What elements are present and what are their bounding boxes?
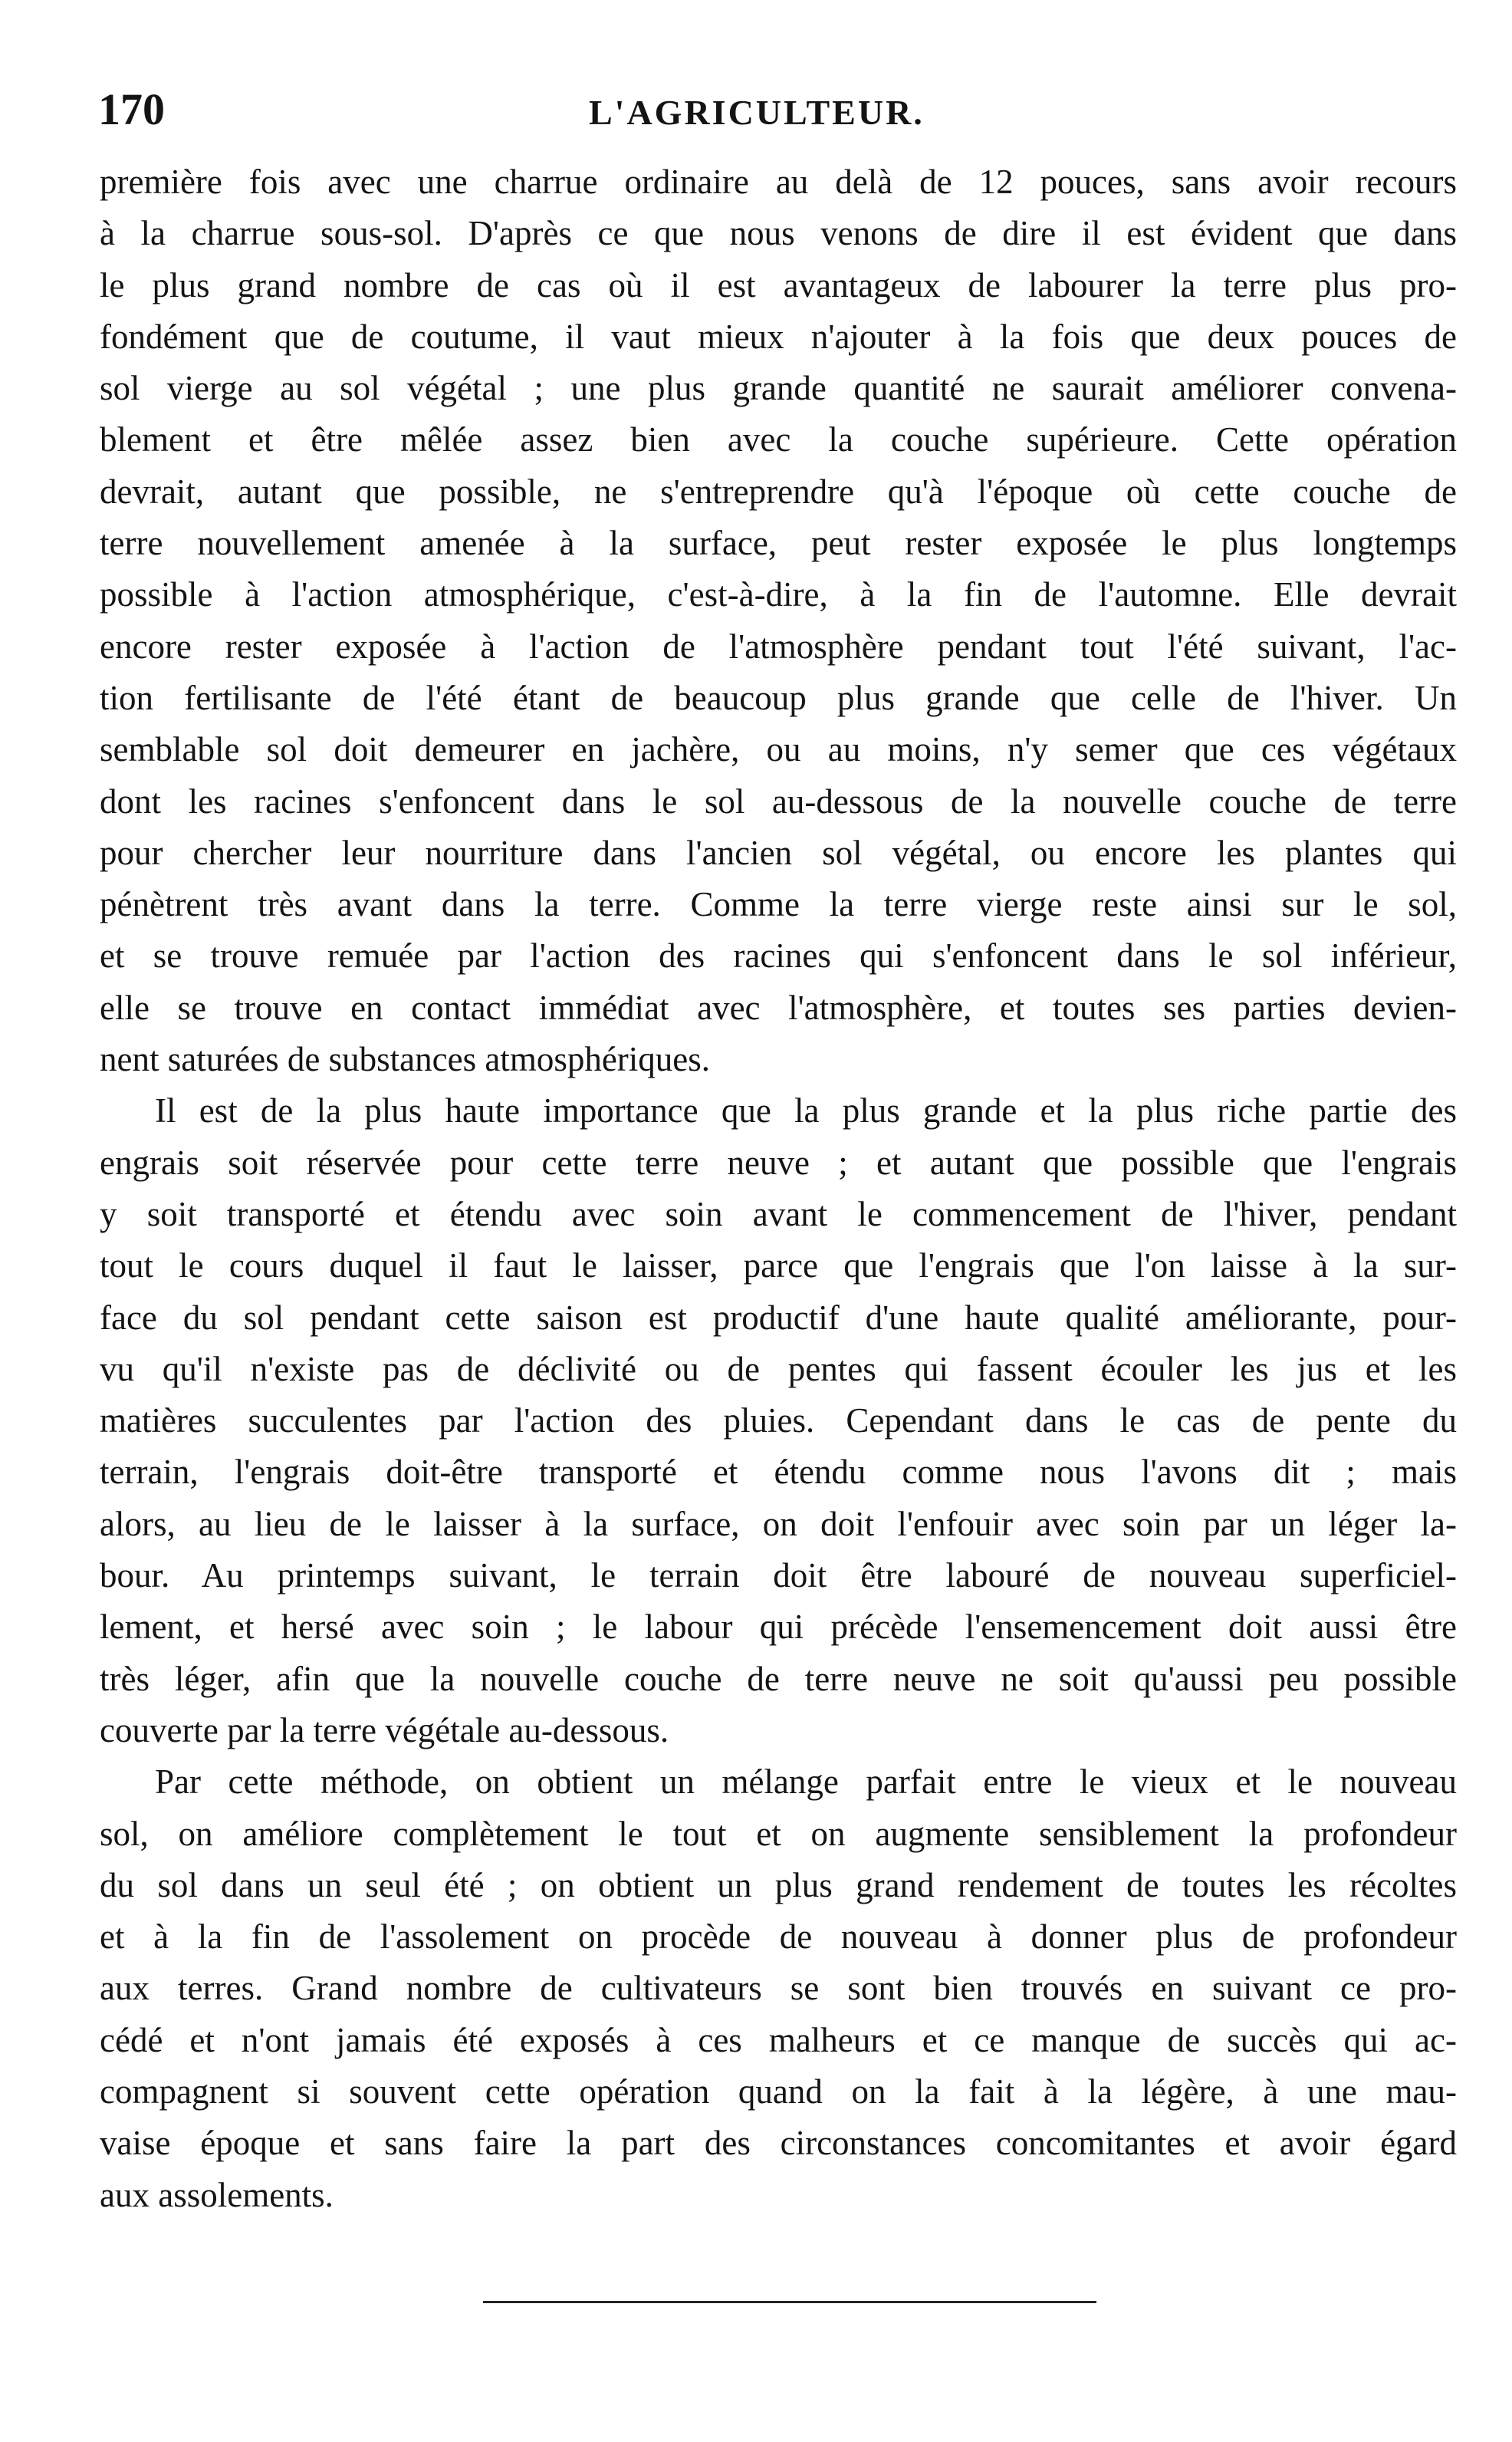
text-line: semblable sol doit demeurer en jachère, ou au moins, n'y semer que ces végétaux <box>100 730 1457 769</box>
text-line: Par cette méthode, on obtient un mélange parfait entre le vieux et le nouveau <box>155 1762 1457 1802</box>
text-line: Il est de la plus haute importance que la plus grande et la plus riche partie des <box>155 1091 1457 1130</box>
text-line: blement et être mêlée assez bien avec la couche supérieure. Cette opération <box>100 420 1457 459</box>
paragraph-3 <box>100 1756 1457 2221</box>
text-line: fondément que de coutume, il vaut mieux n'ajouter à la fois que deux pouces de <box>100 317 1457 356</box>
text-line: couverte par la terre végétale au-dessous. <box>100 1710 669 1749</box>
journal-title: L'AGRICULTEUR. <box>589 93 925 132</box>
text-line: vu qu'il n'existe pas de déclivité ou de pentes qui fassent écouler les jus et les <box>100 1349 1457 1388</box>
text-line: et se trouve remuée par l'action des racines qui s'enfoncent dans le sol inférieur, <box>100 936 1457 976</box>
text-line: lement, et hersé avec soin ; le labour qui précède l'ensemencement doit aussi être <box>100 1608 1457 1647</box>
end-rule <box>483 2301 1096 2303</box>
text-line: possible à l'action atmosphérique, c'est-à-dire, à la fin de l'automne. Elle devrait <box>100 575 1457 614</box>
text-line: première fois avec une charrue ordinaire au delà de 12 pouces, sans avoir recours <box>100 163 1457 201</box>
text-line: alors, au lieu de le laisser à la surface, on doit l'enfouir avec soin par un léger la- <box>100 1504 1457 1543</box>
text-line: du sol dans un seul été ; on obtient un plus grand rendement de toutes les récoltes <box>100 1865 1457 1904</box>
text-line: elle se trouve en contact immédiat avec l'atmosphère, et toutes ses parties devien- <box>100 988 1457 1027</box>
text-line: aux terres. Grand nombre de cultivateurs se sont bien trouvés en suivant ce pro- <box>100 1969 1457 2008</box>
text-line: dont les racines s'enfoncent dans le sol au-dessous de la nouvelle couche de terre <box>100 782 1457 821</box>
text-line: face du sol pendant cette saison est productif d'une haute qualité améliorante, pour- <box>100 1298 1457 1337</box>
text-line: et à la fin de l'assolement on procède de nouveau à donner plus de profondeur <box>100 1917 1457 1957</box>
text-line: engrais soit réservée pour cette terre neuve ; et autant que possible que l'engrais <box>100 1143 1457 1182</box>
text-line: cédé et n'ont jamais été exposés à ces malheurs et ce manque de succès qui ac- <box>100 2020 1457 2059</box>
text-line: sol vierge au sol végétal ; une plus grande quantité ne saurait améliorer convena- <box>100 369 1457 408</box>
text-line: y soit transporté et étendu avec soin avant le commencement de l'hiver, pendant <box>100 1194 1457 1233</box>
text-line: le plus grand nombre de cas où il est avantageux de labourer la terre plus pro- <box>100 265 1457 304</box>
text-line: bour. Au printemps suivant, le terrain doit être labouré de nouveau superficiel- <box>100 1556 1457 1595</box>
text-line: à la charrue sous-sol. D'après ce que nous venons de dire il est évident que dans <box>100 214 1457 253</box>
text-line: tout le cours duquel il faut le laisser, parce que l'engrais que l'on laisse à la sur- <box>100 1246 1457 1285</box>
running-head <box>98 83 1463 137</box>
paragraph-1 <box>100 156 1457 1085</box>
text-line: aux assolements. <box>100 2175 334 2214</box>
text-line: sol, on améliore complètement le tout et on augmente sensiblement la profondeur <box>100 1814 1457 1853</box>
text-line: très léger, afin que la nouvelle couche de terre neuve ne soit qu'aussi peu possible <box>100 1659 1457 1698</box>
text-line: pour chercher leur nourriture dans l'ancien sol végétal, ou encore les plantes qui <box>100 833 1457 872</box>
text-line: terre nouvellement amenée à la surface, peut rester exposée le plus longtemps <box>100 524 1457 563</box>
page-number: 170 <box>98 84 165 134</box>
text-line: encore rester exposée à l'action de l'atmosphère pendant tout l'été suivant, l'ac- <box>100 627 1457 666</box>
text-line: compagnent si souvent cette opération quand on la fait à la légère, à une mau- <box>100 2072 1457 2111</box>
text-line: nent saturées de substances atmosphériques. <box>100 1040 711 1079</box>
text-line: tion fertilisante de l'été étant de beaucoup plus grande que celle de l'hiver. Un <box>100 678 1457 717</box>
body-text <box>100 156 1457 2221</box>
text-line: matières succulentes par l'action des pluies. Cependant dans le cas de pente du <box>100 1401 1457 1440</box>
paragraph-2 <box>100 1085 1457 1756</box>
text-line: vaise époque et sans faire la part des circonstances concomitantes et avoir égard <box>100 2124 1457 2163</box>
text-line: devrait, autant que possible, ne s'entreprendre qu'à l'époque où cette couche de <box>100 472 1457 511</box>
text-line: terrain, l'engrais doit-être transporté et étendu comme nous l'avons dit ; mais <box>100 1453 1457 1492</box>
text-line: pénètrent très avant dans la terre. Comme la terre vierge reste ainsi sur le sol, <box>100 885 1457 924</box>
